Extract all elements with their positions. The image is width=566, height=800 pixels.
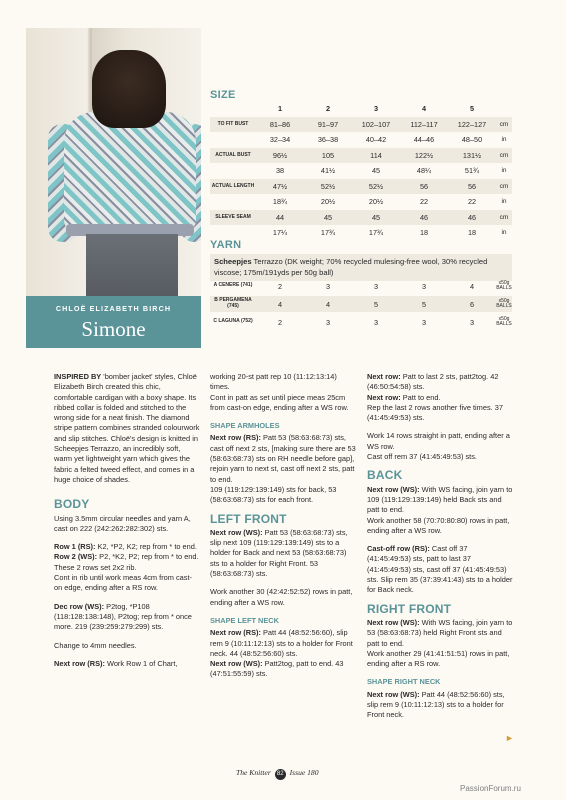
row-instruction: Cast-off row (RS): Cast off 37 (41:45:49:53) sts, patt to last 37 (41:45:49:53) sts, cast off 37 (41:45:49:53) sts. Slip rem 35 (37:39:41:43) sts to a holder for Back neck. — [367, 544, 513, 595]
size-row — [210, 117, 512, 133]
cell: 6 — [469, 299, 475, 309]
row-label: ACTUAL BUST — [215, 151, 251, 158]
unit: x50g BALLS — [496, 279, 512, 291]
page-number: 82 — [275, 769, 286, 780]
cell: 5 — [421, 299, 427, 309]
cell: 44–46 — [413, 135, 435, 145]
cell: 96½ — [272, 150, 288, 160]
yarn-shade: B PERGAMENA (745) — [214, 297, 252, 309]
row-instruction: Next row (RS): Patt 44 (48:52:56:60), slip rem 9 (10:11:12:13) sts to a holder for Front neck. 44 (48:52:56:60) sts. — [210, 628, 353, 658]
unit: in — [501, 198, 507, 206]
cell: 5 — [373, 299, 379, 309]
cell: 4 — [469, 281, 475, 291]
cell: 131½ — [462, 150, 482, 160]
row-instruction: Next row: Patt to last 2 sts, patt2tog. 42 (46:50:54:58) sts. — [367, 372, 499, 392]
paragraph: Cont in patt as set until piece meas 25cm from cast-on edge, ending after a WS row. — [210, 392, 349, 412]
cell: 91–97 — [317, 119, 339, 129]
right-front-heading: RIGHT FRONT — [367, 601, 452, 616]
cell: 105 — [321, 150, 335, 160]
cell: 51¾ — [464, 166, 480, 176]
row-instruction: Next row (RS): Patt 53 (58:63:68:73) sts, cast off next 2 sts, [making sure there are 53 (58:63:68:73) sts on RH needle before gap], rejoin yarn to next st, cast off next 2 sts, patt to end. — [210, 433, 356, 484]
row-instruction: Next row (RS): Work Row 1 of Chart, — [54, 658, 178, 668]
yarn-brand: Scheepjes — [214, 257, 252, 266]
cell: 81–86 — [269, 119, 291, 129]
page-footer — [236, 768, 319, 780]
cell: 46 — [419, 212, 429, 222]
size-row — [210, 179, 512, 195]
intro-paragraph — [54, 372, 200, 485]
text-column-2 — [210, 372, 356, 688]
back-heading: BACK — [367, 468, 403, 483]
size-col: 1 — [277, 104, 283, 114]
model-hair — [92, 50, 166, 128]
yarn-heading: YARN — [210, 239, 242, 251]
cell: 48¼ — [416, 166, 432, 176]
size-col: 2 — [325, 104, 331, 114]
shape-left-neck-heading: SHAPE LEFT NECK — [210, 615, 279, 625]
row-instruction: Next row (WS): Patt2tog, patt to end. 43 (47:51:55:59) sts. — [210, 659, 344, 679]
yarn-row — [210, 278, 512, 296]
yarn-shade: C LAGUNA (752) — [213, 318, 253, 325]
cell: 45 — [323, 212, 333, 222]
watermark: PassionForum.ru — [460, 784, 521, 793]
intro-text: 'bomber jacket' styles, Chloë Elizabeth Birch created this chic, comfortable cardigan with a boxy shape. Its ribbed collar is folded and stitched to the wrong side for a neat finish. The diamond stripe pattern combines stranded colourwork and slip stitches. Chloë's design is knitted in Scheepjes Terrazzo, an incredibly soft, warm yet lightweight yarn which gives the fabric a felted tweed effect, and comes in a huge choice of shades. — [54, 372, 200, 484]
cell: 32–34 — [269, 135, 291, 145]
row-instruction: Next row (WS): Patt 53 (58:63:68:73) sts, slip next 109 (119:129:139:149) sts to a holder for Back and next 53 (58:63:68:73) sts to a holder for Right Front. 53 (58:63:68:73) sts. — [210, 527, 348, 579]
pattern-photo — [26, 28, 201, 296]
cell: 3 — [421, 317, 427, 327]
cell: 18 — [419, 228, 429, 238]
size-row — [210, 194, 512, 210]
row-label: SLEEVE SEAM — [215, 213, 251, 220]
cell: 41½ — [320, 166, 336, 176]
cell: 44 — [275, 212, 285, 222]
cell: 2 — [277, 317, 283, 327]
cell: 20½ — [368, 197, 384, 207]
cell: 45 — [371, 212, 381, 222]
cell: 56 — [467, 181, 477, 191]
yarn-shade: A CENERE (741) — [213, 282, 253, 289]
unit: in — [501, 136, 507, 144]
cell: 114 — [370, 150, 382, 160]
row-label: TO FIT BUST — [217, 120, 249, 127]
row-instruction: Dec row (WS): P2tog, *P108 (118:128:138:148), P2tog; rep from * once more. 219 (239:259:279:299) sts. — [54, 601, 192, 632]
unit: in — [501, 229, 507, 237]
cell: 4 — [325, 299, 331, 309]
cell: 45 — [371, 166, 381, 176]
size-row — [210, 132, 512, 148]
cell: 52½ — [368, 181, 384, 191]
cell: 36–38 — [317, 135, 339, 145]
cell: 18 — [467, 228, 477, 238]
unit: cm — [499, 213, 509, 221]
size-table — [210, 101, 512, 241]
row-instruction: Next row (WS): With WS facing, join yarn to 53 (58:63:68:73) held Right Front sts and patt to end. — [367, 617, 513, 648]
issue-number: Issue 180 — [289, 768, 319, 777]
magazine-name: The Knitter — [236, 768, 271, 777]
cell: 52½ — [320, 181, 336, 191]
size-row — [210, 225, 512, 241]
cell: 122½ — [414, 150, 434, 160]
cell: 22 — [467, 197, 477, 207]
cell: 2 — [277, 281, 283, 291]
paragraph: Cont in rib until work meas 4cm from cast-on edge, ending after a RS row. — [54, 573, 192, 593]
unit: x50g BALLS — [496, 315, 512, 327]
cell: 22 — [419, 197, 429, 207]
paragraph: These 2 rows set 2x2 rib. — [54, 562, 137, 572]
body-heading: BODY — [54, 497, 90, 512]
cell: 3 — [373, 317, 379, 327]
cell: 3 — [325, 281, 331, 291]
cell: 48–50 — [461, 135, 483, 145]
row-instruction: Next row: Patt to end. — [367, 392, 441, 402]
size-header-row — [210, 101, 512, 117]
row-label: ACTUAL LENGTH — [211, 182, 255, 189]
unit: cm — [499, 182, 509, 190]
paragraph: Work another 29 (41:41:51:51) rows in patt, ending after a RS row. — [367, 648, 510, 669]
size-col: 5 — [469, 104, 475, 114]
cell: 40–42 — [365, 135, 387, 145]
title-block — [26, 296, 201, 348]
cell: 3 — [469, 317, 475, 327]
cell: 3 — [373, 281, 379, 291]
cell: 102–107 — [361, 119, 391, 129]
size-heading: SIZE — [210, 89, 236, 101]
yarn-details: Terrazzo (DK weight; 70% recycled mulesing-free wool, 30% recycled viscose; 175m/191yds per 50g ball) — [214, 257, 488, 277]
size-col: 3 — [373, 104, 379, 114]
continue-arrow-icon: ► — [505, 733, 514, 743]
row-instruction: Next row (WS): With WS facing, join yarn to 109 (119:129:139:149) held Back sts and patt to end. — [367, 484, 513, 515]
row-instruction: Row 1 (RS): K2, *P2, K2; rep from * to end. — [54, 542, 197, 552]
cell: 3 — [421, 281, 427, 291]
cell: 17¼ — [272, 228, 288, 238]
text-column-3 — [367, 372, 513, 729]
left-front-heading: LEFT FRONT — [210, 511, 287, 526]
cell: 18¾ — [272, 197, 288, 207]
cell: 112–117 — [410, 119, 438, 129]
paragraph: Using 3.5mm circular needles and yarn A, cast on 222 (242:262:282:302) sts. — [54, 513, 191, 533]
cardigan-back — [64, 112, 196, 232]
unit: x50g BALLS — [496, 297, 512, 309]
text-column-1 — [54, 372, 200, 677]
jeans — [86, 234, 178, 296]
paragraph: working 20-st patt rep 10 (11:12:13:14) times. — [210, 372, 337, 392]
cell: 122–127 — [457, 119, 487, 129]
cell: 38 — [275, 166, 285, 176]
cell: 17¾ — [320, 228, 336, 238]
paragraph: 109 (119:129:139:149) sts for back, 53 (58:63:68:73) sts for each front. — [210, 484, 337, 505]
size-row — [210, 148, 512, 164]
pattern-title: Simone — [81, 317, 146, 341]
designer-name: CHLOË ELIZABETH BIRCH — [55, 304, 172, 313]
unit: cm — [499, 151, 509, 159]
shape-right-neck-heading: SHAPE RIGHT NECK — [367, 677, 441, 687]
row-instruction: Row 2 (WS): P2, *K2, P2; rep from * to end. — [54, 552, 199, 562]
cell: 47½ — [272, 181, 288, 191]
paragraph: Change to 4mm needles. — [54, 640, 137, 650]
paragraph: Work another 30 (42:42:52:52) rows in patt, ending after a WS row. — [210, 587, 353, 607]
yarn-row — [210, 314, 512, 332]
size-col: 4 — [421, 104, 427, 114]
size-row — [210, 210, 512, 226]
row-instruction: Next row (WS): Patt 44 (48:52:56:60) sts, slip rem 9 (10:11:12:13) sts to a holder for Front neck. — [367, 689, 505, 720]
size-row — [210, 163, 512, 179]
paragraph: Rep the last 2 rows another five times. 37 (41:45:49:53) sts. — [367, 402, 503, 423]
cell: 4 — [277, 299, 283, 309]
cell: 56 — [419, 181, 429, 191]
yarn-table — [210, 278, 512, 332]
yarn-row — [210, 296, 512, 314]
yarn-description — [210, 254, 512, 281]
cell: 46 — [467, 212, 477, 222]
paragraph: Cast off rem 37 (41:45:49:53) sts. — [367, 452, 477, 462]
cell: 20½ — [320, 197, 336, 207]
shape-armholes-heading: SHAPE ARMHOLES — [210, 421, 280, 431]
intro-lead: INSPIRED BY — [54, 372, 102, 381]
paragraph: Work another 58 (70:70:80:80) rows in patt, ending after a WS row. — [367, 515, 510, 535]
unit: cm — [499, 120, 509, 128]
unit: in — [501, 167, 507, 175]
cell: 17¾ — [368, 228, 384, 238]
cell: 3 — [325, 317, 331, 327]
paragraph: Work 14 rows straight in patt, ending after a WS row. — [367, 431, 510, 451]
